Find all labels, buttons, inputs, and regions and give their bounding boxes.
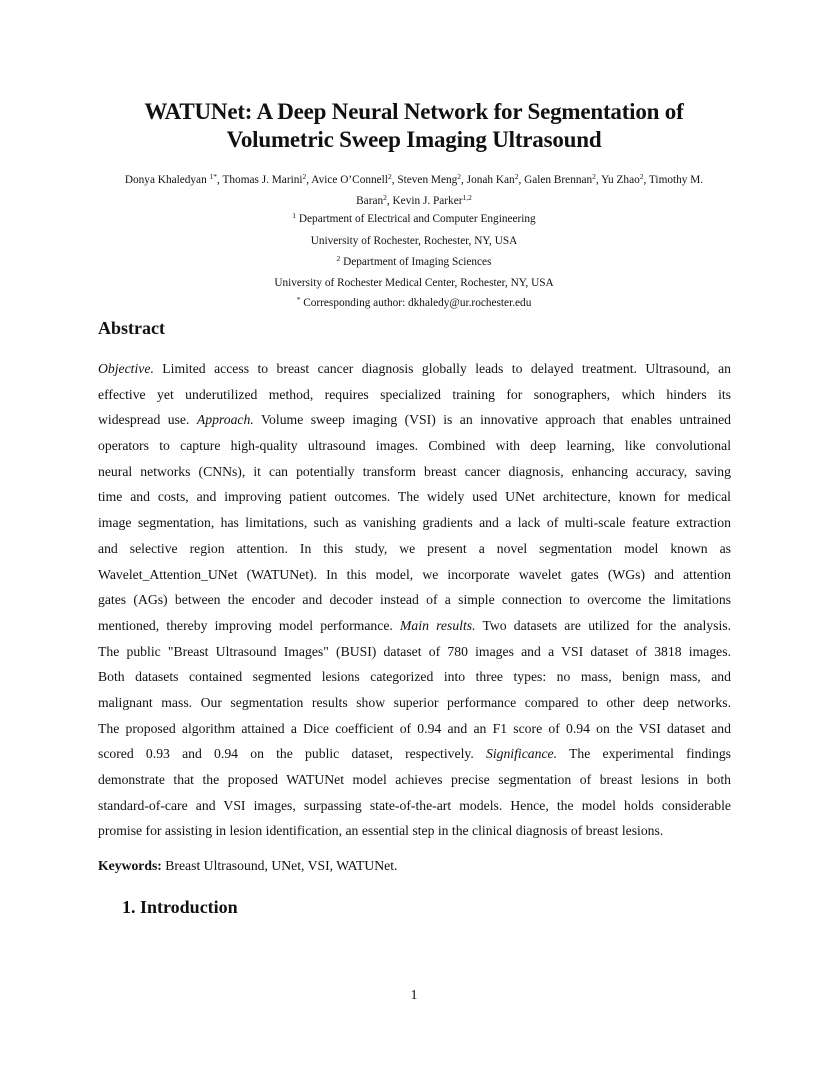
author-line <box>70 191 758 212</box>
abstract-line: standard-of-care and VSI images, surpassing state-of-the-art models. Hence, the model holds considerable <box>98 797 731 813</box>
author-name: Donya Khaledyan <box>124 174 210 186</box>
affil-mark: 1 <box>292 211 297 220</box>
abstract-line: effective yet underutilized method, requires specialized training for sonographers, which hinders its <box>98 386 731 402</box>
corr-email: Corresponding author: dkhaledy@ur.rochester.edu <box>300 297 532 309</box>
author-name: , Steven Meng <box>391 174 458 186</box>
author-name: , Kevin J. Parker <box>386 195 463 207</box>
author-affil-mark: 1,2 <box>462 193 472 202</box>
abstract-line: The proposed algorithm attained a Dice coefficient of 0.94 and an F1 score of 0.94 on the VSI dataset and <box>98 720 731 736</box>
abstract-line <box>98 741 731 767</box>
abstract-text: The experimental findings <box>557 746 731 762</box>
author-name: , Timothy M. <box>643 174 704 186</box>
abstract-label-main-results: Main results. <box>400 617 476 633</box>
abstract-text: Volume sweep imaging (VSI) is an innovative approach that enables untrained <box>253 412 731 428</box>
abstract-line: operators to capture high-quality ultrasound images. Combined with deep learning, like convolutional <box>98 438 731 454</box>
abstract-text: Limited access to breast cancer diagnosis globally leads to delayed treatment. Ultrasound, an <box>153 361 731 376</box>
abstract-body <box>98 356 731 844</box>
abstract-text: Two datasets are utilized for the analysis. <box>475 617 731 633</box>
author-line <box>70 170 758 191</box>
abstract-line: The public "Breast Ultrasound Images" (BUSI) dataset of 780 images and a VSI dataset of 3818 images. <box>98 643 731 659</box>
author-name: Baran <box>356 195 384 207</box>
affiliation-2-institution: University of Rochester Medical Center, Rochester, NY, USA <box>274 277 554 289</box>
abstract-line <box>98 613 731 639</box>
author-affil-mark: 2 <box>514 172 519 181</box>
keywords-list: Breast Ultrasound, UNet, VSI, WATUNet. <box>161 858 398 873</box>
author-affil-mark: 2 <box>302 172 307 181</box>
abstract-text: widespread use. <box>98 412 197 428</box>
affil-mark: 2 <box>336 254 341 263</box>
author-affil-mark: 2 <box>387 172 392 181</box>
author-affil-mark: 2 <box>383 193 387 202</box>
paper-title <box>60 98 768 154</box>
abstract-heading: Abstract <box>98 318 165 338</box>
abstract-line: neural networks (CNNs), it can potentially transform breast cancer diagnosis, enhancing accuracy, saving <box>98 463 731 479</box>
author-name: , Avice O’Connell <box>306 174 388 186</box>
author-affil-mark: 2 <box>457 172 462 181</box>
abstract-line: time and costs, and improving patient outcomes. The widely used UNet architecture, known for medical <box>98 489 731 505</box>
abstract-line: image segmentation, has limitations, such as vanishing gradients and a lack of multi-scale feature extraction <box>98 515 731 531</box>
abstract-line: gates (AGs) between the encoder and decoder instead of a simple connection to overcome the limitations <box>98 592 731 608</box>
keywords <box>98 858 397 874</box>
abstract-line: Both datasets contained segmented lesions categorized into three types: no mass, benign mass, and <box>98 669 731 685</box>
author-affil-mark: 1* <box>209 172 218 181</box>
author-name: , Thomas J. Marini <box>217 174 303 186</box>
abstract-label-significance: Significance. <box>485 746 558 762</box>
title-line: WATUNet: A Deep Neural Network for Segmentation of <box>144 99 684 124</box>
abstract-line: demonstrate that the proposed WATUNet model achieves precise segmentation of breast lesions in both <box>98 772 731 787</box>
affiliation-1 <box>100 212 728 226</box>
abstract-line <box>98 407 731 433</box>
affiliation-2 <box>100 255 728 269</box>
title-line: Volumetric Sweep Imaging Ultrasound <box>226 127 602 152</box>
keywords-label: Keywords: <box>98 858 162 873</box>
abstract-text: scored 0.93 and 0.94 on the public dataset, respectively. <box>98 746 486 762</box>
abstract-text: mentioned, thereby improving model performance. <box>98 617 401 633</box>
abstract-label-approach: Approach. <box>196 412 254 428</box>
corresponding-author <box>100 296 728 310</box>
author-affil-mark: 2 <box>592 172 596 181</box>
author-list <box>70 170 758 212</box>
section-heading-introduction: 1. Introduction <box>122 897 238 917</box>
abstract-label-objective: Objective. <box>98 361 154 376</box>
abstract-line <box>98 356 731 382</box>
abstract-line: promise for assisting in lesion identification, an essential step in the clinical diagnosis of breast lesions. <box>98 823 664 839</box>
page-number: 1 <box>410 988 418 1003</box>
affiliation-1-institution: University of Rochester, Rochester, NY, USA <box>310 235 518 247</box>
abstract-line: Wavelet_Attention_UNet (WATUNet). In this model, we incorporate wavelet gates (WGs) and attention <box>98 566 731 582</box>
author-name: , Jonah Kan <box>461 174 515 186</box>
author-name: , Galen Brennan <box>518 174 593 186</box>
author-name: , Yu Zhao <box>595 174 640 186</box>
abstract-line: and selective region attention. In this study, we present a novel segmentation model known as <box>98 540 731 556</box>
affil-department: Department of Electrical and Computer Engineering <box>296 213 536 225</box>
affil-department: Department of Imaging Sciences <box>340 256 492 268</box>
abstract-line: malignant mass. Our segmentation results show superior performance compared to other deep networks. <box>98 694 731 710</box>
author-affil-mark: 2 <box>639 172 644 181</box>
corr-mark: * <box>296 295 301 304</box>
